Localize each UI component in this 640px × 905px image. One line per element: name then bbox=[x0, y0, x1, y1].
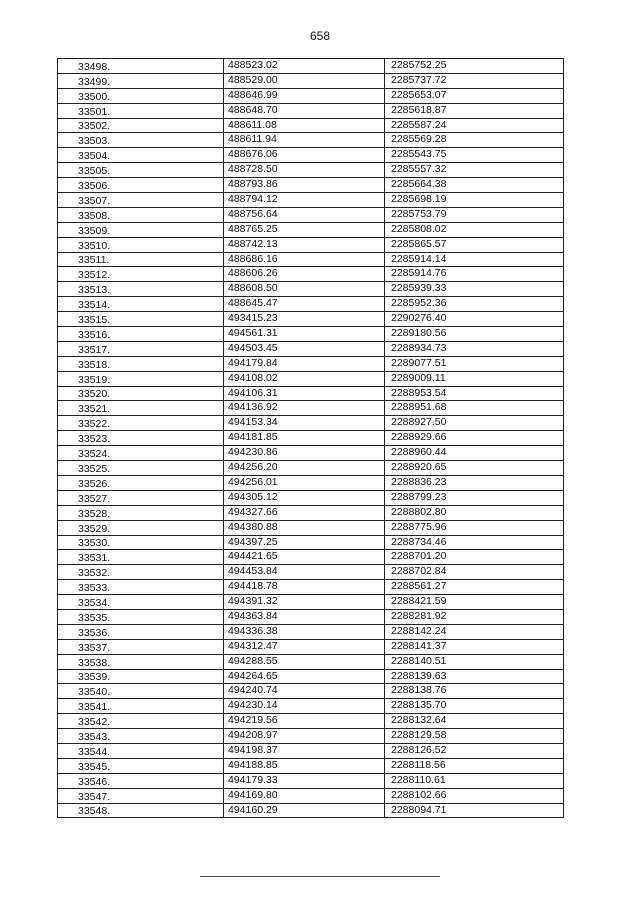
point-number-cell: 33545. bbox=[58, 758, 224, 773]
table-row bbox=[58, 461, 564, 476]
y-coordinate-cell: 2285952.36 bbox=[385, 297, 564, 312]
point-number-cell: 33544. bbox=[58, 743, 224, 758]
x-coordinate-cell: 488529.00 bbox=[224, 73, 385, 88]
point-number-cell: 33524. bbox=[58, 446, 224, 461]
x-coordinate-cell: 494169.80 bbox=[224, 788, 385, 803]
point-number-cell: 33526. bbox=[58, 475, 224, 490]
point-number-cell: 33543. bbox=[58, 729, 224, 744]
point-number-cell: 33510. bbox=[58, 237, 224, 252]
table-row bbox=[58, 669, 564, 684]
table-row bbox=[58, 446, 564, 461]
table-row bbox=[58, 73, 564, 88]
table-row bbox=[58, 178, 564, 193]
y-coordinate-cell: 2288951.68 bbox=[385, 401, 564, 416]
x-coordinate-cell: 494188.85 bbox=[224, 758, 385, 773]
point-number-cell: 33530. bbox=[58, 535, 224, 550]
table-row bbox=[58, 788, 564, 803]
x-coordinate-cell: 488523.02 bbox=[224, 59, 385, 74]
y-coordinate-cell: 2288836.23 bbox=[385, 475, 564, 490]
table-row bbox=[58, 341, 564, 356]
point-number-cell: 33546. bbox=[58, 773, 224, 788]
point-number-cell: 33501. bbox=[58, 103, 224, 118]
point-number-cell: 33548. bbox=[58, 803, 224, 818]
x-coordinate-cell: 488611.94 bbox=[224, 133, 385, 148]
coordinates-table-body bbox=[58, 59, 564, 818]
y-coordinate-cell: 2285865.57 bbox=[385, 237, 564, 252]
point-number-cell: 33529. bbox=[58, 520, 224, 535]
x-coordinate-cell: 488742.13 bbox=[224, 237, 385, 252]
y-coordinate-cell: 2289009.11 bbox=[385, 371, 564, 386]
y-coordinate-cell: 2285914.14 bbox=[385, 252, 564, 267]
table-row bbox=[58, 59, 564, 74]
x-coordinate-cell: 494418.78 bbox=[224, 580, 385, 595]
point-number-cell: 33541. bbox=[58, 699, 224, 714]
table-row bbox=[58, 133, 564, 148]
y-coordinate-cell: 2288929.66 bbox=[385, 431, 564, 446]
table-row bbox=[58, 356, 564, 371]
y-coordinate-cell: 2288734.46 bbox=[385, 535, 564, 550]
table-row bbox=[58, 580, 564, 595]
y-coordinate-cell: 2290276.40 bbox=[385, 312, 564, 327]
x-coordinate-cell: 494421.65 bbox=[224, 550, 385, 565]
x-coordinate-cell: 494136.92 bbox=[224, 401, 385, 416]
point-number-cell: 33521. bbox=[58, 401, 224, 416]
table-row bbox=[58, 654, 564, 669]
x-coordinate-cell: 494336.38 bbox=[224, 624, 385, 639]
point-number-cell: 33503. bbox=[58, 133, 224, 148]
x-coordinate-cell: 488765.25 bbox=[224, 222, 385, 237]
point-number-cell: 33506. bbox=[58, 178, 224, 193]
y-coordinate-cell: 2285618.87 bbox=[385, 103, 564, 118]
y-coordinate-cell: 2285569.28 bbox=[385, 133, 564, 148]
point-number-cell: 33518. bbox=[58, 356, 224, 371]
y-coordinate-cell: 2288561.27 bbox=[385, 580, 564, 595]
y-coordinate-cell: 2285653.07 bbox=[385, 88, 564, 103]
table-row bbox=[58, 431, 564, 446]
x-coordinate-cell: 494219.56 bbox=[224, 714, 385, 729]
y-coordinate-cell: 2288094.71 bbox=[385, 803, 564, 818]
table-row bbox=[58, 371, 564, 386]
y-coordinate-cell: 2288799.23 bbox=[385, 490, 564, 505]
coordinates-table-container bbox=[57, 58, 563, 818]
table-row bbox=[58, 193, 564, 208]
y-coordinate-cell: 2288421.59 bbox=[385, 595, 564, 610]
y-coordinate-cell: 2285753.79 bbox=[385, 207, 564, 222]
point-number-cell: 33500. bbox=[58, 88, 224, 103]
x-coordinate-cell: 494327.66 bbox=[224, 505, 385, 520]
x-coordinate-cell: 488793.86 bbox=[224, 178, 385, 193]
x-coordinate-cell: 494453.84 bbox=[224, 565, 385, 580]
table-row bbox=[58, 714, 564, 729]
point-number-cell: 33528. bbox=[58, 505, 224, 520]
point-number-cell: 33523. bbox=[58, 431, 224, 446]
table-row bbox=[58, 490, 564, 505]
point-number-cell: 33540. bbox=[58, 684, 224, 699]
coordinates-table bbox=[57, 58, 564, 818]
x-coordinate-cell: 488611.08 bbox=[224, 118, 385, 133]
x-coordinate-cell: 494363.84 bbox=[224, 609, 385, 624]
table-row bbox=[58, 118, 564, 133]
table-row bbox=[58, 595, 564, 610]
point-number-cell: 33537. bbox=[58, 639, 224, 654]
table-row bbox=[58, 609, 564, 624]
y-coordinate-cell: 2288920.65 bbox=[385, 461, 564, 476]
point-number-cell: 33527. bbox=[58, 490, 224, 505]
table-row bbox=[58, 520, 564, 535]
x-coordinate-cell: 494312.47 bbox=[224, 639, 385, 654]
x-coordinate-cell: 488606.26 bbox=[224, 267, 385, 282]
y-coordinate-cell: 2288802.80 bbox=[385, 505, 564, 520]
x-coordinate-cell: 494179.84 bbox=[224, 356, 385, 371]
table-row bbox=[58, 803, 564, 818]
point-number-cell: 33531. bbox=[58, 550, 224, 565]
table-row bbox=[58, 148, 564, 163]
table-row bbox=[58, 88, 564, 103]
point-number-cell: 33505. bbox=[58, 163, 224, 178]
point-number-cell: 33533. bbox=[58, 580, 224, 595]
table-row bbox=[58, 207, 564, 222]
point-number-cell: 33517. bbox=[58, 341, 224, 356]
y-coordinate-cell: 2285664.38 bbox=[385, 178, 564, 193]
point-number-cell: 33536. bbox=[58, 624, 224, 639]
point-number-cell: 33539. bbox=[58, 669, 224, 684]
x-coordinate-cell: 494288.55 bbox=[224, 654, 385, 669]
table-row bbox=[58, 550, 564, 565]
table-row bbox=[58, 639, 564, 654]
x-coordinate-cell: 494230.86 bbox=[224, 446, 385, 461]
x-coordinate-cell: 488648.70 bbox=[224, 103, 385, 118]
y-coordinate-cell: 2288135.70 bbox=[385, 699, 564, 714]
table-row bbox=[58, 401, 564, 416]
x-coordinate-cell: 488645.47 bbox=[224, 297, 385, 312]
table-row bbox=[58, 475, 564, 490]
table-row bbox=[58, 416, 564, 431]
y-coordinate-cell: 2288138.76 bbox=[385, 684, 564, 699]
point-number-cell: 33525. bbox=[58, 461, 224, 476]
y-coordinate-cell: 2288140.51 bbox=[385, 654, 564, 669]
x-coordinate-cell: 494391.32 bbox=[224, 595, 385, 610]
y-coordinate-cell: 2285557.32 bbox=[385, 163, 564, 178]
point-number-cell: 33534. bbox=[58, 595, 224, 610]
x-coordinate-cell: 494397.25 bbox=[224, 535, 385, 550]
point-number-cell: 33547. bbox=[58, 788, 224, 803]
x-coordinate-cell: 494181.85 bbox=[224, 431, 385, 446]
point-number-cell: 33535. bbox=[58, 609, 224, 624]
x-coordinate-cell: 494198.37 bbox=[224, 743, 385, 758]
y-coordinate-cell: 2285914.76 bbox=[385, 267, 564, 282]
x-coordinate-cell: 494153.34 bbox=[224, 416, 385, 431]
point-number-cell: 33499. bbox=[58, 73, 224, 88]
point-number-cell: 33542. bbox=[58, 714, 224, 729]
x-coordinate-cell: 488686.16 bbox=[224, 252, 385, 267]
table-row bbox=[58, 743, 564, 758]
table-row bbox=[58, 624, 564, 639]
point-number-cell: 33508. bbox=[58, 207, 224, 222]
y-coordinate-cell: 2288953.54 bbox=[385, 386, 564, 401]
x-coordinate-cell: 488646.99 bbox=[224, 88, 385, 103]
table-row bbox=[58, 729, 564, 744]
page-number: 658 bbox=[309, 29, 331, 43]
point-number-cell: 33512. bbox=[58, 267, 224, 282]
x-coordinate-cell: 493415.23 bbox=[224, 312, 385, 327]
x-coordinate-cell: 494256.01 bbox=[224, 475, 385, 490]
point-number-cell: 33516. bbox=[58, 327, 224, 342]
x-coordinate-cell: 494179.33 bbox=[224, 773, 385, 788]
point-number-cell: 33511. bbox=[58, 252, 224, 267]
y-coordinate-cell: 2285752.25 bbox=[385, 59, 564, 74]
point-number-cell: 33498. bbox=[58, 59, 224, 74]
point-number-cell: 33519. bbox=[58, 371, 224, 386]
table-row bbox=[58, 758, 564, 773]
x-coordinate-cell: 494380.88 bbox=[224, 520, 385, 535]
x-coordinate-cell: 494230.14 bbox=[224, 699, 385, 714]
y-coordinate-cell: 2288141.37 bbox=[385, 639, 564, 654]
table-row bbox=[58, 282, 564, 297]
table-row bbox=[58, 312, 564, 327]
point-number-cell: 33513. bbox=[58, 282, 224, 297]
table-row bbox=[58, 535, 564, 550]
y-coordinate-cell: 2288102.66 bbox=[385, 788, 564, 803]
table-row bbox=[58, 565, 564, 580]
x-coordinate-cell: 494106.31 bbox=[224, 386, 385, 401]
y-coordinate-cell: 2289180.56 bbox=[385, 327, 564, 342]
y-coordinate-cell: 2288775.96 bbox=[385, 520, 564, 535]
x-coordinate-cell: 488728.50 bbox=[224, 163, 385, 178]
y-coordinate-cell: 2288934.73 bbox=[385, 341, 564, 356]
x-coordinate-cell: 494208.97 bbox=[224, 729, 385, 744]
table-row bbox=[58, 237, 564, 252]
point-number-cell: 33520. bbox=[58, 386, 224, 401]
y-coordinate-cell: 2288139.63 bbox=[385, 669, 564, 684]
y-coordinate-cell: 2289077.51 bbox=[385, 356, 564, 371]
point-number-cell: 33504. bbox=[58, 148, 224, 163]
y-coordinate-cell: 2288960.44 bbox=[385, 446, 564, 461]
y-coordinate-cell: 2288126.52 bbox=[385, 743, 564, 758]
x-coordinate-cell: 488676.06 bbox=[224, 148, 385, 163]
footer-rule bbox=[200, 876, 440, 877]
y-coordinate-cell: 2288281.92 bbox=[385, 609, 564, 624]
point-number-cell: 33515. bbox=[58, 312, 224, 327]
table-row bbox=[58, 267, 564, 282]
y-coordinate-cell: 2288110.61 bbox=[385, 773, 564, 788]
y-coordinate-cell: 2288132.64 bbox=[385, 714, 564, 729]
point-number-cell: 33532. bbox=[58, 565, 224, 580]
table-row bbox=[58, 684, 564, 699]
y-coordinate-cell: 2288701.20 bbox=[385, 550, 564, 565]
x-coordinate-cell: 494108.02 bbox=[224, 371, 385, 386]
table-row bbox=[58, 252, 564, 267]
point-number-cell: 33538. bbox=[58, 654, 224, 669]
x-coordinate-cell: 494160.29 bbox=[224, 803, 385, 818]
x-coordinate-cell: 488794.12 bbox=[224, 193, 385, 208]
y-coordinate-cell: 2288129.58 bbox=[385, 729, 564, 744]
table-row bbox=[58, 327, 564, 342]
point-number-cell: 33507. bbox=[58, 193, 224, 208]
table-row bbox=[58, 163, 564, 178]
y-coordinate-cell: 2285587.24 bbox=[385, 118, 564, 133]
y-coordinate-cell: 2285737.72 bbox=[385, 73, 564, 88]
y-coordinate-cell: 2285698.19 bbox=[385, 193, 564, 208]
x-coordinate-cell: 494305.12 bbox=[224, 490, 385, 505]
y-coordinate-cell: 2285543.75 bbox=[385, 148, 564, 163]
table-row bbox=[58, 386, 564, 401]
point-number-cell: 33522. bbox=[58, 416, 224, 431]
point-number-cell: 33514. bbox=[58, 297, 224, 312]
y-coordinate-cell: 2288702.84 bbox=[385, 565, 564, 580]
x-coordinate-cell: 488756.64 bbox=[224, 207, 385, 222]
x-coordinate-cell: 494256.20 bbox=[224, 461, 385, 476]
x-coordinate-cell: 494561.31 bbox=[224, 327, 385, 342]
y-coordinate-cell: 2285808.02 bbox=[385, 222, 564, 237]
table-row bbox=[58, 773, 564, 788]
x-coordinate-cell: 494264.65 bbox=[224, 669, 385, 684]
y-coordinate-cell: 2285939.33 bbox=[385, 282, 564, 297]
y-coordinate-cell: 2288118.56 bbox=[385, 758, 564, 773]
table-row bbox=[58, 505, 564, 520]
point-number-cell: 33509. bbox=[58, 222, 224, 237]
x-coordinate-cell: 494240.74 bbox=[224, 684, 385, 699]
table-row bbox=[58, 222, 564, 237]
point-number-cell: 33502. bbox=[58, 118, 224, 133]
table-row bbox=[58, 297, 564, 312]
table-row bbox=[58, 699, 564, 714]
table-row bbox=[58, 103, 564, 118]
x-coordinate-cell: 494503.45 bbox=[224, 341, 385, 356]
y-coordinate-cell: 2288927.50 bbox=[385, 416, 564, 431]
x-coordinate-cell: 488608.50 bbox=[224, 282, 385, 297]
y-coordinate-cell: 2288142.24 bbox=[385, 624, 564, 639]
